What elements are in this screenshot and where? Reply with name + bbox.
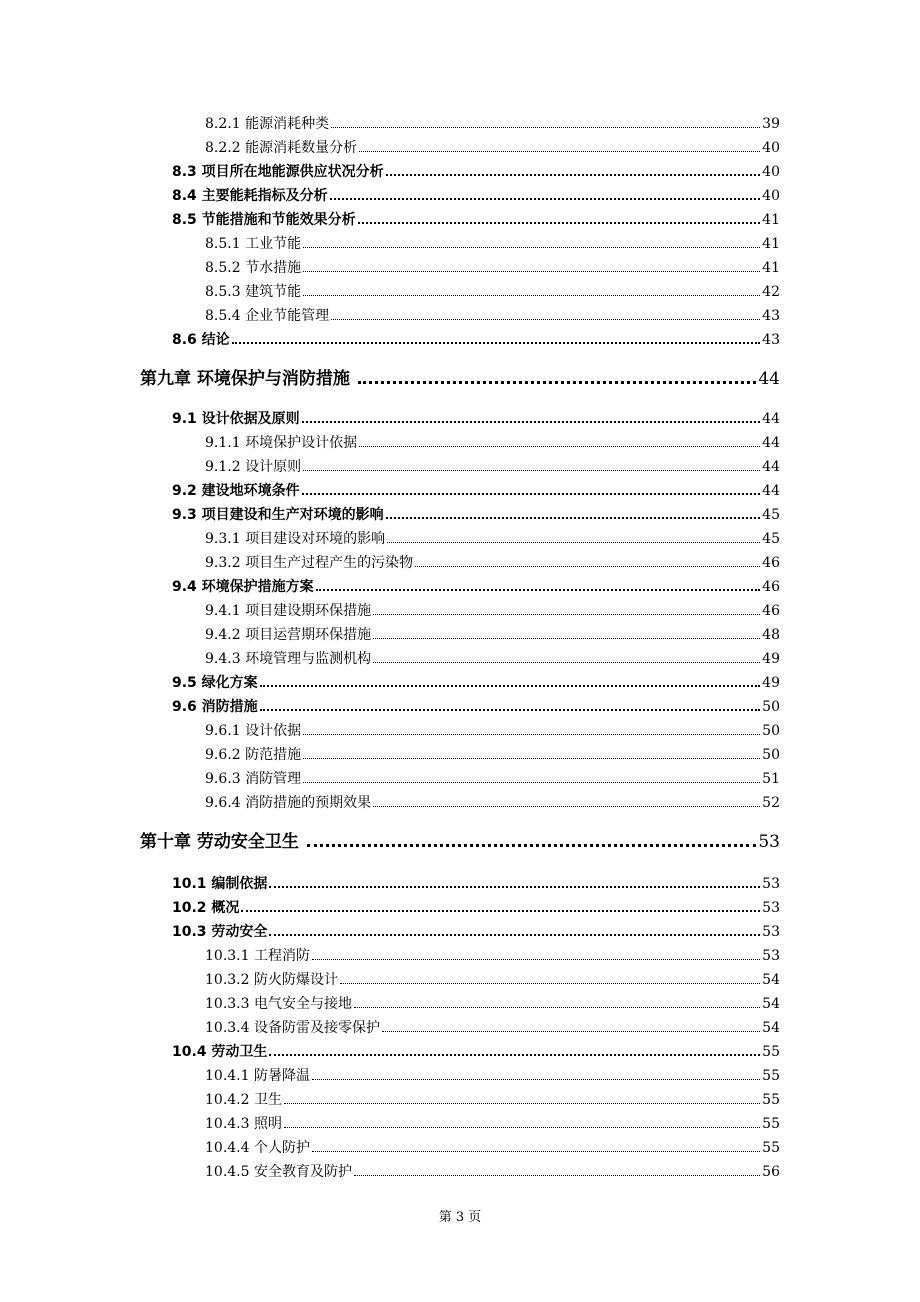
- toc-entry-page-number: 41: [762, 212, 780, 228]
- toc-entry-page-number: 41: [762, 236, 780, 252]
- toc-dot-leader: [260, 681, 760, 687]
- toc-dot-leader: [354, 1003, 760, 1008]
- toc-entry-title: 8.3 项目所在地能源供应状况分析: [172, 164, 384, 180]
- toc-entry-title: 8.4 主要能耗指标及分析: [172, 188, 328, 204]
- toc-subsection-entry[interactable]: [205, 281, 780, 299]
- toc-entry-title: 10.4 劳动卫生: [172, 1044, 268, 1060]
- toc-entry-title: 9.6.4 消防措施的预期效果: [205, 795, 372, 811]
- toc-dot-leader: [316, 585, 760, 591]
- toc-entry-page-number: 52: [762, 795, 780, 811]
- toc-entry-title: 8.2.1 能源消耗种类: [205, 116, 330, 132]
- toc-entry-page-number: 54: [762, 1020, 780, 1036]
- toc-dot-leader: [359, 147, 760, 152]
- toc-section-entry[interactable]: [172, 504, 780, 522]
- toc-section-entry[interactable]: [172, 329, 780, 347]
- toc-section-entry[interactable]: [172, 480, 780, 498]
- toc-dot-leader: [284, 1123, 760, 1128]
- toc-entry-page-number: 49: [762, 651, 780, 667]
- toc-entry-title: 8.5 节能措施和节能效果分析: [172, 212, 356, 228]
- toc-entry-title: 10.3.3 电气安全与接地: [205, 996, 352, 1012]
- toc-entry-page-number: 53: [762, 876, 780, 892]
- toc-subsection-entry[interactable]: [205, 768, 780, 786]
- toc-entry-page-number: 42: [762, 284, 780, 300]
- toc-entry-page-number: 55: [762, 1044, 780, 1060]
- toc-dot-leader: [415, 562, 760, 567]
- toc-entry-page-number: 45: [762, 507, 780, 523]
- toc-subsection-entry[interactable]: [205, 257, 780, 275]
- toc-entry-page-number: 44: [762, 435, 780, 451]
- toc-dot-leader: [382, 1027, 760, 1032]
- toc-subsection-entry[interactable]: [205, 137, 780, 155]
- toc-entry-title: 9.1 设计依据及原则: [172, 411, 300, 427]
- toc-entry-title: 9.6 消防措施: [172, 699, 258, 715]
- toc-entry-page-number: 50: [762, 699, 780, 715]
- toc-dot-leader: [312, 1075, 760, 1080]
- toc-subsection-entry[interactable]: [205, 552, 780, 570]
- toc-dot-leader: [358, 377, 756, 384]
- toc-entry-title: 8.5.2 节水措施: [205, 260, 302, 276]
- toc-subsection-entry[interactable]: [205, 1089, 780, 1107]
- toc-dot-leader: [312, 955, 760, 960]
- toc-entry-title: 10.3 劳动安全: [172, 924, 268, 940]
- toc-entry-title: 10.4.3 照明: [205, 1116, 282, 1132]
- toc-entry-page-number: 53: [762, 924, 780, 940]
- toc-section-entry[interactable]: [172, 161, 780, 179]
- toc-dot-leader: [386, 513, 760, 519]
- toc-dot-leader: [260, 705, 760, 711]
- toc-subsection-entry[interactable]: [205, 528, 780, 546]
- toc-entry-page-number: 40: [762, 140, 780, 156]
- toc-entry-page-number: 53: [758, 832, 780, 852]
- toc-entry-title: 10.2 概况: [172, 900, 240, 916]
- toc-section-entry[interactable]: [172, 696, 780, 714]
- toc-subsection-entry[interactable]: [205, 432, 780, 450]
- toc-dot-leader: [303, 754, 760, 759]
- toc-entry-page-number: 54: [762, 996, 780, 1012]
- toc-subsection-entry[interactable]: [205, 624, 780, 642]
- toc-section-entry[interactable]: [172, 185, 780, 203]
- toc-entry-page-number: 53: [762, 948, 780, 964]
- toc-entry-page-number: 46: [762, 579, 780, 595]
- toc-dot-leader: [331, 315, 760, 320]
- toc-dot-leader: [373, 658, 760, 663]
- toc-entry-page-number: 48: [762, 627, 780, 643]
- toc-entry-page-number: 39: [762, 116, 780, 132]
- toc-dot-leader: [358, 218, 760, 224]
- toc-dot-leader: [386, 170, 760, 176]
- toc-entry-page-number: 44: [762, 483, 780, 499]
- toc-section-entry[interactable]: [172, 921, 780, 939]
- toc-subsection-entry[interactable]: [205, 993, 780, 1011]
- toc-entry-page-number: 50: [762, 723, 780, 739]
- toc-entry-page-number: 51: [762, 771, 780, 787]
- toc-entry-page-number: 44: [762, 459, 780, 475]
- toc-entry-title: 8.5.1 工业节能: [205, 236, 302, 252]
- toc-entry-title: 8.6 结论: [172, 332, 230, 348]
- toc-entry-title: 第十章 劳动安全卫生: [140, 832, 299, 852]
- toc-entry-title: 9.4.3 环境管理与监测机构: [205, 651, 372, 667]
- toc-entry-title: 10.4.4 个人防护: [205, 1140, 310, 1156]
- toc-dot-leader: [359, 442, 760, 447]
- toc-entry-page-number: 43: [762, 308, 780, 324]
- toc-dot-leader: [302, 489, 760, 495]
- toc-entry-page-number: 55: [762, 1116, 780, 1132]
- toc-dot-leader: [331, 123, 760, 128]
- toc-entry-title: 9.3.2 项目生产过程产生的污染物: [205, 555, 414, 571]
- toc-dot-leader: [303, 243, 760, 248]
- toc-section-entry[interactable]: [172, 897, 780, 915]
- toc-entry-title: 8.5.3 建筑节能: [205, 284, 302, 300]
- toc-entry-page-number: 50: [762, 747, 780, 763]
- toc-entry-title: 9.6.1 设计依据: [205, 723, 302, 739]
- toc-entry-title: 9.2 建设地环境条件: [172, 483, 300, 499]
- toc-entry-page-number: 54: [762, 972, 780, 988]
- toc-entry-title: 10.4.1 防暑降温: [205, 1068, 310, 1084]
- toc-dot-leader: [302, 417, 760, 423]
- toc-entry-page-number: 45: [762, 531, 780, 547]
- toc-dot-leader: [303, 466, 760, 471]
- toc-dot-leader: [269, 930, 760, 936]
- toc-entry-page-number: 56: [762, 1164, 780, 1180]
- toc-section-entry[interactable]: [172, 672, 780, 690]
- toc-entry-page-number: 41: [762, 260, 780, 276]
- toc-entry-page-number: 43: [762, 332, 780, 348]
- toc-entry-title: 9.4.1 项目建设期环保措施: [205, 603, 372, 619]
- toc-entry-title: 10.1 编制依据: [172, 876, 268, 892]
- toc-entry-title: 9.1.1 环境保护设计依据: [205, 435, 358, 451]
- toc-subsection-entry[interactable]: [205, 945, 780, 963]
- toc-entry-title: 10.4.5 安全教育及防护: [205, 1164, 352, 1180]
- toc-dot-leader: [373, 802, 760, 807]
- toc-entry-page-number: 55: [762, 1140, 780, 1156]
- toc-subsection-entry[interactable]: [205, 720, 780, 738]
- toc-section-entry[interactable]: [172, 408, 780, 426]
- toc-entry-title: 9.6.2 防范措施: [205, 747, 302, 763]
- toc-entry-title: 9.4.2 项目运营期环保措施: [205, 627, 372, 643]
- toc-entry-title: 9.1.2 设计原则: [205, 459, 302, 475]
- toc-entry-title: 9.4 环境保护措施方案: [172, 579, 314, 595]
- toc-entry-title: 9.3.1 项目建设对环境的影响: [205, 531, 386, 547]
- toc-dot-leader: [232, 338, 760, 344]
- toc-entry-page-number: 53: [762, 900, 780, 916]
- toc-dot-leader: [303, 730, 760, 735]
- toc-entry-title: 9.3 项目建设和生产对环境的影响: [172, 507, 384, 523]
- toc-section-entry[interactable]: [172, 873, 780, 891]
- toc-entry-page-number: 44: [762, 411, 780, 427]
- toc-entry-page-number: 44: [758, 369, 780, 389]
- toc-subsection-entry[interactable]: [205, 792, 780, 810]
- toc-dot-leader: [241, 906, 760, 912]
- toc-subsection-entry[interactable]: [205, 233, 780, 251]
- toc-entry-title: 8.5.4 企业节能管理: [205, 308, 330, 324]
- toc-subsection-entry[interactable]: [205, 113, 780, 131]
- toc-subsection-entry[interactable]: [205, 456, 780, 474]
- page-number-footer: 第 3 页: [438, 1210, 482, 1225]
- toc-subsection-entry[interactable]: [205, 1065, 780, 1083]
- toc-dot-leader: [307, 840, 756, 847]
- toc-dot-leader: [387, 538, 760, 543]
- toc-subsection-entry[interactable]: [205, 600, 780, 618]
- toc-dot-leader: [340, 979, 760, 984]
- toc-entry-title: 9.5 绿化方案: [172, 675, 258, 691]
- toc-entry-page-number: 40: [762, 164, 780, 180]
- toc-dot-leader: [354, 1171, 760, 1176]
- toc-subsection-entry[interactable]: [205, 1161, 780, 1179]
- toc-chapter-entry[interactable]: [140, 829, 780, 851]
- toc-dot-leader: [303, 291, 760, 296]
- toc-dot-leader: [330, 194, 760, 200]
- toc-subsection-entry[interactable]: [205, 744, 780, 762]
- toc-subsection-entry[interactable]: [205, 1113, 780, 1131]
- toc-entry-title: 8.2.2 能源消耗数量分析: [205, 140, 358, 156]
- toc-entry-title: 第九章 环境保护与消防措施: [140, 369, 350, 389]
- toc-entry-title: 9.6.3 消防管理: [205, 771, 302, 787]
- toc-subsection-entry[interactable]: [205, 305, 780, 323]
- toc-chapter-entry[interactable]: [140, 366, 780, 388]
- toc-entry-title: 10.3.4 设备防雷及接零保护: [205, 1020, 380, 1036]
- toc-entry-title: 10.3.1 工程消防: [205, 948, 310, 964]
- toc-dot-leader: [373, 634, 760, 639]
- toc-subsection-entry[interactable]: [205, 1137, 780, 1155]
- toc-dot-leader: [303, 778, 760, 783]
- toc-entry-title: 10.4.2 卫生: [205, 1092, 282, 1108]
- toc-subsection-entry[interactable]: [205, 1017, 780, 1035]
- toc-entry-page-number: 46: [762, 603, 780, 619]
- toc-dot-leader: [269, 1050, 760, 1056]
- toc-section-entry[interactable]: [172, 576, 780, 594]
- toc-entry-page-number: 55: [762, 1092, 780, 1108]
- toc-entry-page-number: 49: [762, 675, 780, 691]
- toc-dot-leader: [312, 1147, 760, 1152]
- toc-entry-page-number: 40: [762, 188, 780, 204]
- toc-subsection-entry[interactable]: [205, 969, 780, 987]
- toc-dot-leader: [303, 267, 760, 272]
- toc-dot-leader: [373, 610, 760, 615]
- toc-dot-leader: [269, 882, 760, 888]
- toc-subsection-entry[interactable]: [205, 648, 780, 666]
- toc-entry-page-number: 55: [762, 1068, 780, 1084]
- toc-entry-title: 10.3.2 防火防爆设计: [205, 972, 338, 988]
- toc-section-entry[interactable]: [172, 209, 780, 227]
- toc-section-entry[interactable]: [172, 1041, 780, 1059]
- toc-entry-page-number: 46: [762, 555, 780, 571]
- toc-dot-leader: [284, 1099, 760, 1104]
